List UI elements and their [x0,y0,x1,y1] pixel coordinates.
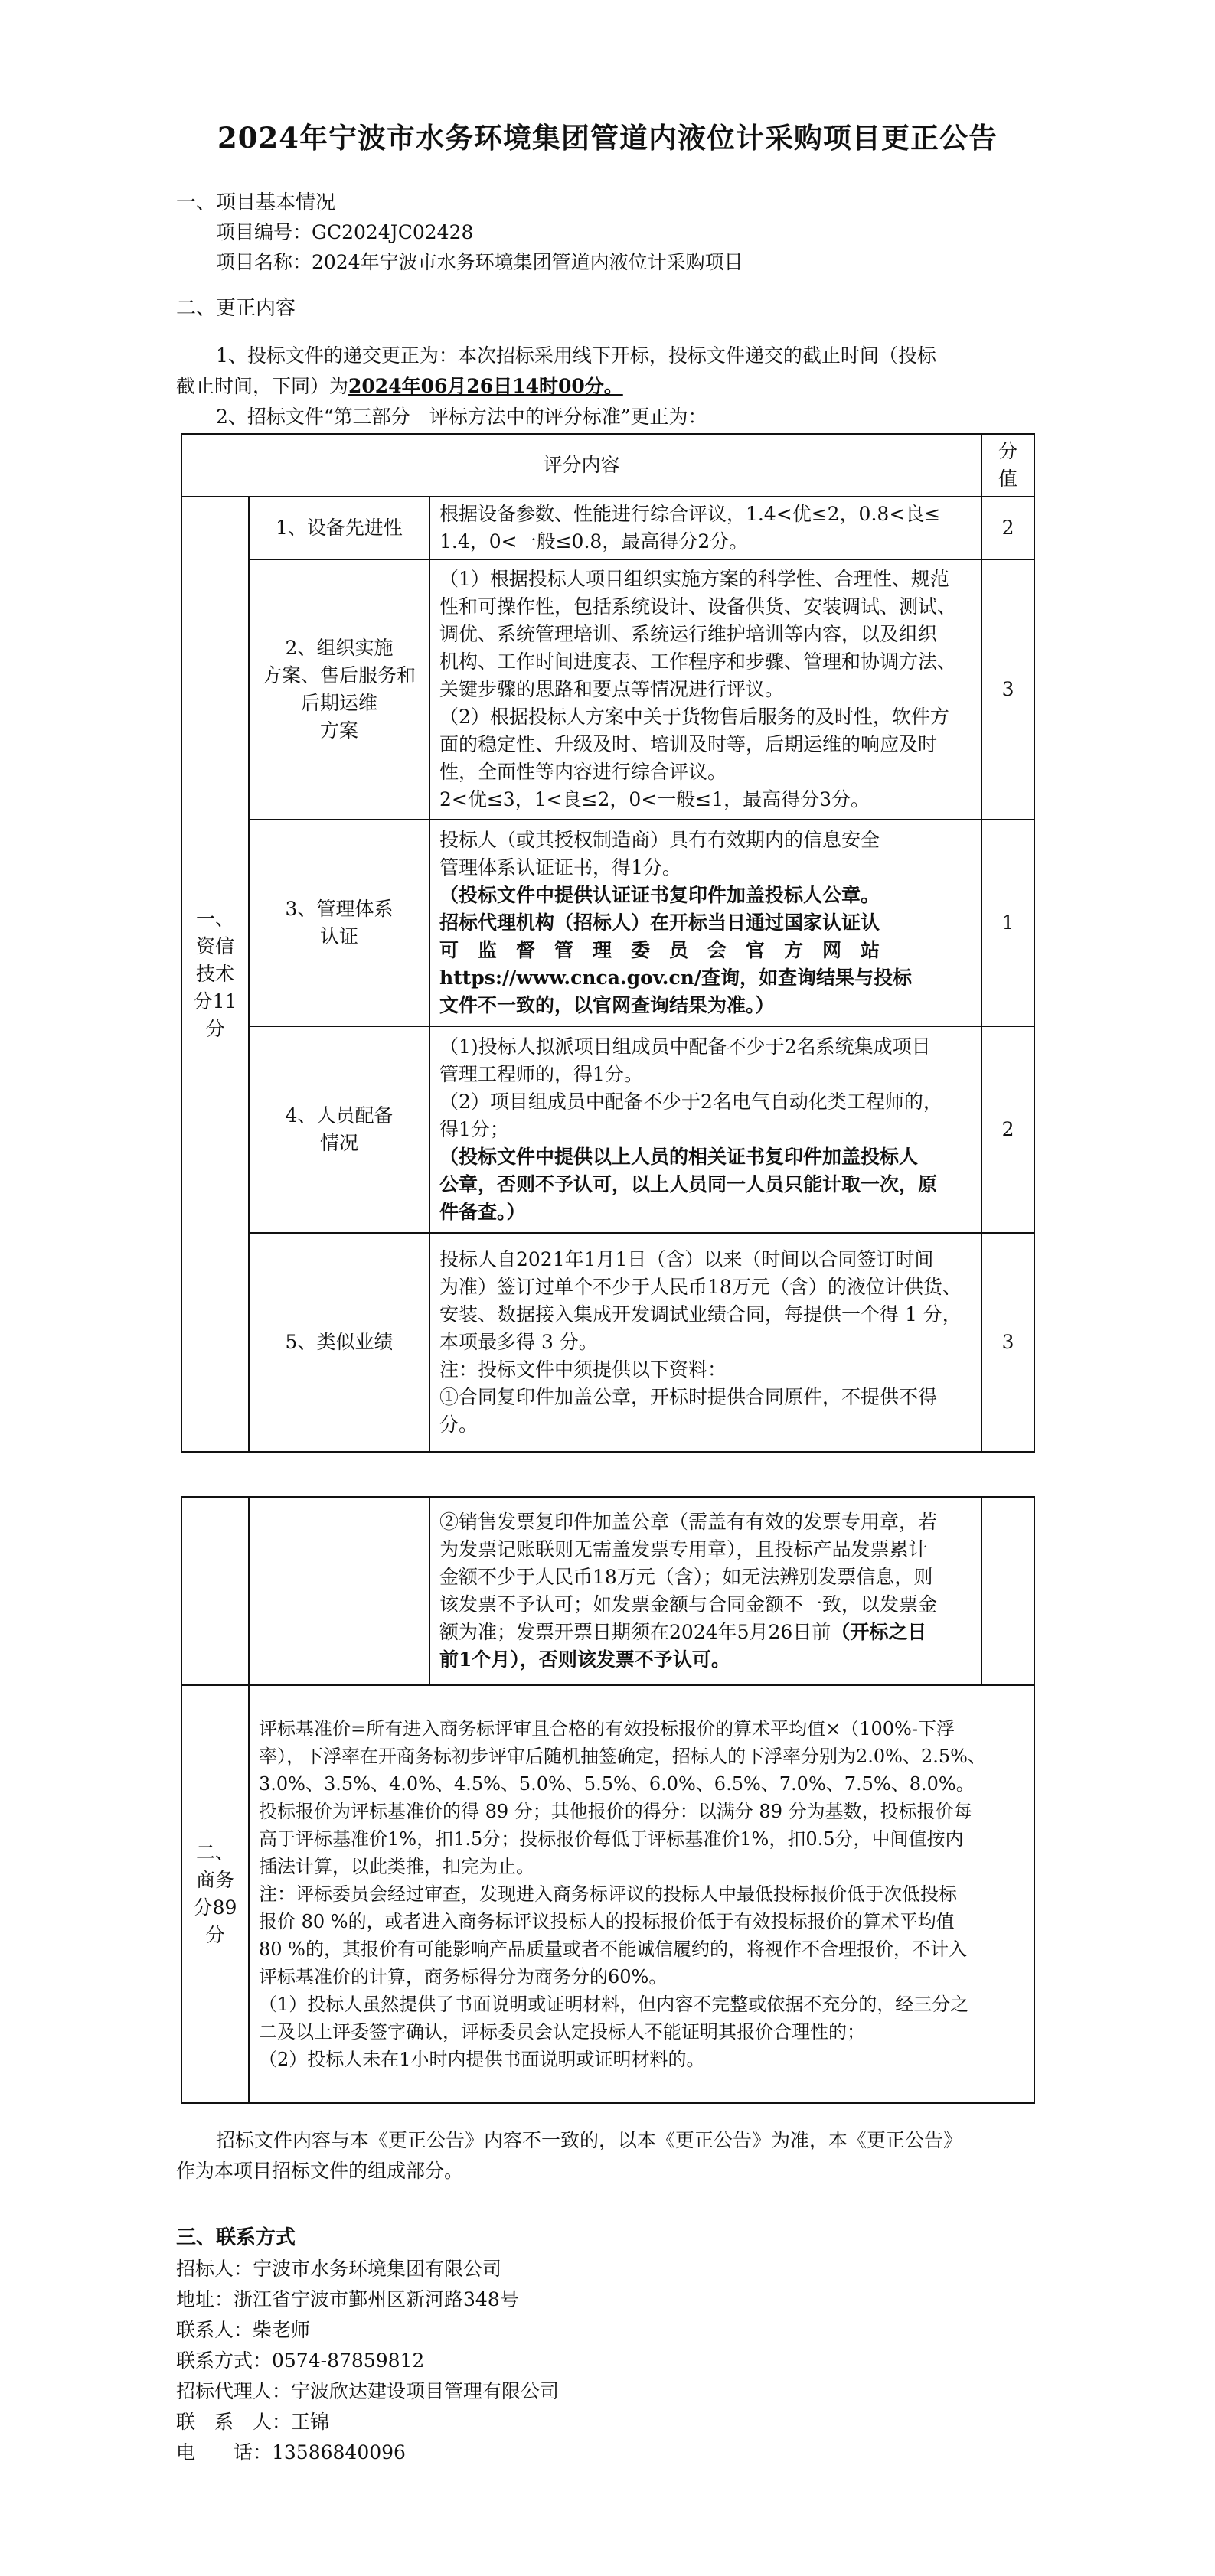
criteria-line: 性和可操作性，包括系统设计、设备供货、安装调试、测试、 [439,595,957,618]
table-row [181,1685,1034,2103]
table-row [181,820,1034,1026]
criteria-line: 安装、数据接入集成开发调试业绩合同，每提供一个得 1 分， [439,1303,962,1325]
criteria-bold-line: 招标代理机构（招标人）在开标当日通过国家认证认 [439,911,880,934]
criteria-line: 得1分； [439,1118,509,1140]
criteria-line: 本项最多得 3 分。 [439,1331,598,1353]
contact-line: 招标代理人：宁波欣达建设项目管理有限公司 [176,2380,560,2402]
criteria-line: 投标人（或其授权制造商）具有有效期内的信息安全 [439,829,880,851]
criteria-line: 关键步骤的思路和要点等情况进行评议。 [439,678,785,700]
header-content: 评分内容 [181,434,981,497]
biz-line: 3.0%、3.5%、4.0%、4.5%、5.0%、5.5%、6.0%、6.5%、7.0%、7.5%、8.0%。 [259,1773,975,1795]
category-line: 分11 [193,990,237,1012]
footer-note-line2: 作为本项目招标文件的组成部分。 [176,2160,464,2182]
criteria-line: 注：投标文件中须提供以下资料： [439,1358,727,1381]
item-name: 认证 [319,925,358,947]
biz-line: 评标基准价的计算，商务标得分为商务分的60%。 [259,1966,668,1987]
criteria-line: 机构、工作时间进度表、工作程序和步骤、管理和协调方法、 [439,651,957,673]
contact-line: 招标人：宁波市水务环境集团有限公司 [176,2258,502,2280]
criteria-line: （1)投标人拟派项目组成员中配备不少于2名系统集成项目 [439,1035,931,1058]
biz-line: 率），下浮率在开商务标初步评审后随机抽签确定，招标人的下浮率分别为2.0%、2.5%、 [259,1746,986,1767]
criteria-line: 金额不少于人民币18万元（含）；如无法辨别发票信息，则 [439,1566,933,1588]
biz-line: 评标基准价=所有进入商务标评审且合格的有效投标报价的算术平均值×（100%-下浮 [259,1718,955,1740]
item-name: 4、人员配备 [285,1104,394,1127]
empty-cell [981,1497,1034,1685]
table-row [181,559,1034,820]
item-score: 2 [981,1026,1034,1233]
header-score: 分值 [981,434,1034,497]
criteria-bold-line: 可 监 督 管 理 委 员 会 官 方 网 站 [439,939,880,961]
item-name-cell [249,559,429,820]
criteria-line: （2）根据投标人方案中关于货物售后服务的及时性，软件方 [439,706,949,728]
biz-line: 投标报价为评标基准价的得 89 分；其他报价的得分：以满分 89 分为基数，投标报价每 [259,1801,972,1822]
scoring-table-part1 [181,433,1035,1453]
table-row [181,1233,1034,1452]
criteria-line: （1）根据投标人项目组织实施方案的科学性、合理性、规范 [439,568,949,590]
item-score: 2 [981,497,1034,559]
criteria-line: 2<优≤3，1<良≤2，0<一般≤1，最高得分3分。 [439,788,870,810]
item-name: 后期运维 [300,692,377,714]
criteria-text: 额为准；发票开票日期须在2024年5月26日前 [439,1621,831,1643]
biz-criteria-cell [249,1685,1034,2103]
criteria-line: ②销售发票复印件加盖公章（需盖有有效的发票专用章，若 [439,1511,938,1533]
criteria-line: 根据设备参数、性能进行综合评议，1.4<优≤2，0.8<良≤ [439,503,941,525]
criteria-bold-line: 文件不一致的，以官网查询结果为准。） [439,994,775,1016]
criteria-bold-text: （开标之日 [831,1621,927,1643]
contact-line: 电 话：13586840096 [176,2441,406,2464]
criteria-line [439,1619,972,1646]
criteria-line: 管理工程师的，得1分。 [439,1063,643,1085]
item-name-cell [249,1233,429,1452]
criteria-bold-line: https://www.cnca.gov.cn/查询，如查询结果与投标 [439,967,912,989]
empty-cell [249,1497,429,1685]
criteria-line: （2）项目组成员中配备不少于2名电气自动化类工程师的， [439,1091,942,1113]
item-name-cell [249,497,429,559]
section3-heading: 三、联系方式 [176,2226,296,2249]
item-name: 方案 [319,719,358,742]
item-name: 1、设备先进性 [276,517,403,539]
item-criteria-cell [429,1026,981,1233]
biz-line: 插法计算，以此类推，扣完为止。 [259,1856,534,1877]
biz-line: 二及以上评委签字确认，评标委员会认定投标人不能证明其报价合理性的； [259,2021,865,2043]
criteria-line: 性，全面性等内容进行综合评议。 [439,761,727,783]
page-title: 2024年宁波市水务环境集团管道内液位计采购项目更正公告 [217,121,998,155]
section1-heading: 一、项目基本情况 [176,191,336,214]
item-criteria-cell [429,559,981,820]
section2-heading: 二、更正内容 [176,297,296,320]
item-name-cell [249,820,429,1026]
item-name: 5、类似业绩 [285,1331,394,1353]
item-score: 1 [981,820,1034,1026]
category-line: 分 [205,1018,225,1040]
contact-line: 联 系 人：王锦 [176,2411,330,2433]
biz-line: （2）投标人未在1小时内提供书面说明或证明材料的。 [259,2049,705,2070]
item-name: 方案、售后服务和 [262,664,416,686]
category-line: 资信 [195,935,234,957]
criteria-line: 调优、系统管理培训、系统运行维护培训等内容，以及组织 [439,623,938,645]
category-line: 技术 [195,963,234,985]
project-number: 项目编号：GC2024JC02428 [216,221,474,243]
criteria-line: 为准）签订过单个不少于人民币18万元（含）的液位计供货、 [439,1276,962,1298]
criteria-bold-line: 公章，否则不予认可，以上人员同一人员只能计取一次，原 [439,1173,938,1195]
category-line: 分 [205,1924,225,1946]
criteria-line: 投标人自2021年1月1日（含）以来（时间以合同签订时间 [439,1248,934,1270]
item-score: 3 [981,559,1034,820]
biz-line: （1）投标人虽然提供了书面说明或证明材料，但内容不完整或依据不充分的，经三分之 [259,1994,969,2015]
item-name: 情况 [319,1132,358,1154]
criteria-bold-line: 件备查。） [439,1201,526,1223]
contact-line: 联系人：柴老师 [176,2319,311,2341]
scoring-table-part2 [181,1496,1035,2104]
criteria-bold-line: （投标文件中提供以上人员的相关证书复印件加盖投标人 [439,1146,919,1168]
correction-item2: 2、招标文件“第三部分 评标方法中的评分标准”更正为： [216,406,707,428]
criteria-line: 1.4，0<一般≤0.8，最高得分2分。 [439,530,749,553]
criteria-line: 分。 [439,1414,478,1436]
item-criteria-cell [429,1233,981,1452]
contact-line: 地址：浙江省宁波市鄞州区新河路348号 [176,2288,519,2310]
item-name: 3、管理体系 [285,898,394,920]
table-row [181,1497,1034,1685]
tech-category-cell [181,497,249,1452]
biz-line: 高于评标基准价1%，扣1.5分；投标报价每低于评标基准价1%，扣0.5分，中间值按内 [259,1828,964,1850]
category-line: 分89 [193,1896,237,1919]
criteria-line: 该发票不予认可；如发票金额与合同金额不一致，以发票金 [439,1593,938,1616]
item-name: 2、组织实施 [285,637,394,659]
item-criteria-cell [429,497,981,559]
biz-line: 注：评标委员会经过审查，发现进入商务标评议的投标人中最低投标报价低于次低投标 [259,1883,957,1905]
correction-item1-line1: 1、投标文件的递交更正为：本次招标采用线下开标，投标文件递交的截止时间（投标 [216,344,936,367]
criteria-line: 面的稳定性、升级及时、培训及时等，后期运维的响应及时 [439,733,938,755]
category-line: 一、 [195,908,234,930]
criteria-line: 为发票记账联则无需盖发票专用章），且投标产品发票累计 [439,1538,928,1560]
table-row [181,1026,1034,1233]
footer-note-line1: 招标文件内容与本《更正公告》内容不一致的，以本《更正公告》为准，本《更正公告》 [216,2129,963,2151]
project-name: 项目名称：2024年宁波市水务环境集团管道内液位计采购项目 [216,251,743,273]
biz-category-cell [181,1685,249,2103]
deadline-prefix: 截止时间，下同）为 [176,375,349,397]
criteria-line: 管理体系认证证书，得1分。 [439,856,681,879]
correction-item1-line2 [176,372,623,401]
biz-line: 80 %的，其报价有可能影响产品质量或者不能诚信履约的，将视作不合理报价，不计入 [259,1939,967,1960]
empty-cell [181,1497,249,1685]
criteria-line: ①合同复印件加盖公章，开标时提供合同原件，不提供不得 [439,1386,938,1408]
biz-line: 报价 80 %的，或者进入商务标评议投标人的投标报价低于有效投标报价的算术平均值 [259,1911,955,1932]
category-line: 商务 [195,1869,234,1891]
item-score: 3 [981,1233,1034,1452]
table-row [181,497,1034,559]
category-line: 二、 [195,1841,234,1864]
contact-line: 联系方式：0574-87859812 [176,2349,425,2372]
deadline-date: 2024年06月26日14时00分。 [348,375,623,397]
item-name-cell [249,1026,429,1233]
item-criteria-continued [429,1497,981,1685]
item-criteria-cell [429,820,981,1026]
criteria-bold-line: 前1个月），否则该发票不予认可。 [439,1648,730,1671]
criteria-bold-line: （投标文件中提供认证证书复印件加盖投标人公章。 [439,884,880,906]
table-header-row [181,434,1034,497]
